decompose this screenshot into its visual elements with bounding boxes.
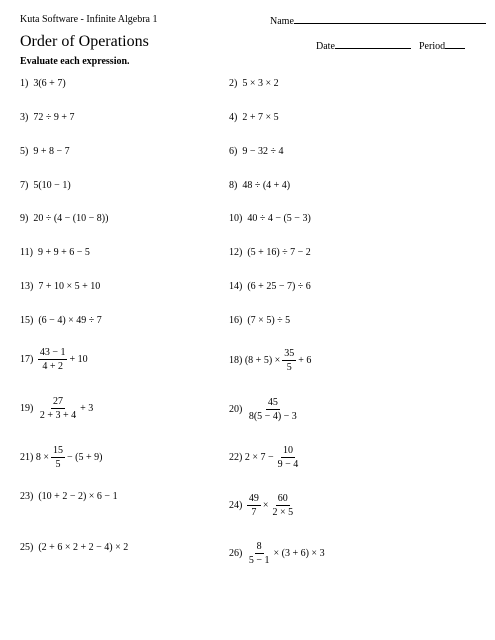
fraction-numerator: 35 [284, 348, 295, 359]
problem-expression: 5(10 − 1) [33, 180, 71, 191]
problem-14 [229, 281, 311, 293]
name-line [294, 14, 486, 24]
fraction-numerator: 49 [248, 493, 259, 504]
problem-15 [20, 315, 102, 327]
problem-number: 22) [229, 451, 243, 463]
fraction-numerator: 8 [256, 541, 262, 552]
problem-expression: 9 + 9 + 6 − 5 [37, 247, 90, 258]
problem-3 [20, 112, 74, 124]
problem-number: 9) [20, 213, 29, 224]
fraction-numerator: 45 [267, 397, 278, 408]
problem-number: 13) [20, 281, 34, 292]
period-line [445, 39, 465, 49]
fraction-denominator: 5 [55, 459, 61, 470]
date-line [335, 39, 411, 49]
problem-expression: (5 + 16) ÷ 7 − 2 [247, 247, 311, 258]
problem-16 [229, 315, 290, 327]
problem-17 [20, 347, 88, 372]
problem-expression: (6 − 4) × 49 ÷ 7 [38, 315, 102, 326]
problem-13 [20, 281, 100, 293]
problem-number: 3) [20, 112, 29, 123]
fraction-numerator: 15 [52, 445, 63, 456]
problem-expression: 3(6 + 7) [33, 78, 66, 89]
software-label: Kuta Software - Infinite Algebra 1 [20, 14, 158, 25]
fraction-denominator: 4 + 2 [42, 361, 63, 372]
problem-expression: (2 + 6 × 2 + 2 − 4) × 2 [38, 542, 129, 553]
problem-2 [229, 78, 279, 90]
problem-number: 14) [229, 281, 243, 292]
fraction-denominator: 9 − 4 [277, 459, 299, 470]
fraction-denominator: 5 − 1 [248, 555, 270, 566]
problem-number: 1) [20, 78, 29, 89]
problem-expression: 5 × 3 × 2 [242, 78, 279, 89]
problem-number: 2) [229, 78, 238, 89]
problem-expression: 48 ÷ (4 + 4) [242, 180, 291, 191]
fraction [51, 445, 65, 470]
problem-7 [20, 180, 71, 192]
instructions: Evaluate each expression. [20, 56, 130, 67]
problem-12 [229, 247, 311, 259]
problem-expression: (7 × 5) ÷ 5 [247, 315, 291, 326]
fraction-denominator: 2 + 3 + 4 [39, 410, 77, 421]
problem-number: 18) [229, 354, 243, 366]
name-label: Name [270, 16, 294, 27]
problem-expression: 2 + 7 × 5 [242, 112, 279, 123]
fraction-numerator: 60 [277, 493, 288, 504]
problem-expression: (10 + 2 − 2) × 6 − 1 [38, 491, 118, 502]
problem-number: 10) [229, 213, 243, 224]
fraction [38, 347, 68, 372]
name-field[interactable] [270, 14, 486, 27]
problem-4 [229, 112, 279, 124]
problem-number: 15) [20, 315, 34, 326]
problem-number: 23) [20, 491, 34, 502]
problem-10 [229, 213, 311, 225]
fraction-denominator: 2 × 5 [272, 507, 294, 518]
problem-5 [20, 146, 70, 158]
problem-expression: (6 + 25 − 7) ÷ 6 [247, 281, 311, 292]
expression-head: 2 × 7 − [244, 451, 274, 463]
problem-1 [20, 78, 66, 90]
expression-head: (8 + 5) × [244, 354, 281, 366]
problem-number: 21) [20, 451, 34, 463]
problem-number: 26) [229, 547, 243, 559]
problem-19 [20, 396, 93, 421]
problem-number: 7) [20, 180, 29, 191]
problem-number: 11) [20, 247, 33, 258]
fraction [38, 396, 78, 421]
problem-number: 20) [229, 403, 243, 415]
problem-number: 4) [229, 112, 238, 123]
problem-number: 12) [229, 247, 243, 258]
problem-8 [229, 180, 290, 192]
problem-6 [229, 146, 283, 158]
expression-tail: + 6 [298, 354, 312, 366]
problem-25 [20, 542, 128, 554]
problem-21 [20, 445, 102, 470]
page-title: Order of Operations [20, 33, 149, 50]
times-operator: × [262, 499, 269, 511]
fraction-numerator: 43 − 1 [39, 347, 66, 358]
problem-26 [229, 541, 325, 566]
problem-number: 5) [20, 146, 29, 157]
problem-expression: 40 ÷ 4 − (5 − 3) [247, 213, 311, 224]
problem-number: 25) [20, 542, 34, 553]
problem-number: 6) [229, 146, 238, 157]
problem-24 [229, 493, 297, 518]
date-label: Date [316, 41, 335, 52]
date-field[interactable] [316, 39, 411, 52]
expression-tail: + 10 [69, 353, 88, 365]
problem-number: 24) [229, 499, 243, 511]
problem-number: 19) [20, 402, 34, 414]
fraction-numerator: 10 [282, 445, 293, 456]
problem-18 [229, 348, 311, 373]
problem-expression: 20 ÷ (4 − (10 − 8)) [33, 213, 109, 224]
expression-head: 8 × [35, 451, 49, 463]
expression-tail: × (3 + 6) × 3 [273, 547, 325, 559]
problem-23 [20, 491, 118, 503]
problem-9 [20, 213, 108, 225]
period-label: Period [419, 41, 446, 52]
fraction-denominator: 5 [286, 362, 292, 373]
expression-tail: + 3 [80, 402, 94, 414]
problem-number: 8) [229, 180, 238, 191]
fraction-denominator: 8(5 − 4) − 3 [248, 411, 297, 422]
fraction [270, 493, 295, 518]
fraction [247, 541, 272, 566]
problem-22 [229, 445, 302, 470]
problem-expression: 7 + 10 × 5 + 10 [38, 281, 101, 292]
fraction-numerator: 27 [52, 396, 63, 407]
fraction [247, 397, 299, 422]
fraction-denominator: 7 [251, 507, 257, 518]
fraction [282, 348, 296, 373]
expression-tail: − (5 + 9) [66, 451, 103, 463]
fraction [247, 493, 261, 518]
problem-expression: 9 − 32 ÷ 4 [242, 146, 284, 157]
fraction [276, 445, 301, 470]
problem-expression: 72 ÷ 9 + 7 [33, 112, 75, 123]
problem-number: 17) [20, 353, 34, 365]
problem-20 [229, 397, 301, 422]
problem-number: 16) [229, 315, 243, 326]
problem-expression: 9 + 8 − 7 [33, 146, 70, 157]
problem-11 [20, 247, 90, 259]
period-field[interactable] [419, 39, 465, 52]
